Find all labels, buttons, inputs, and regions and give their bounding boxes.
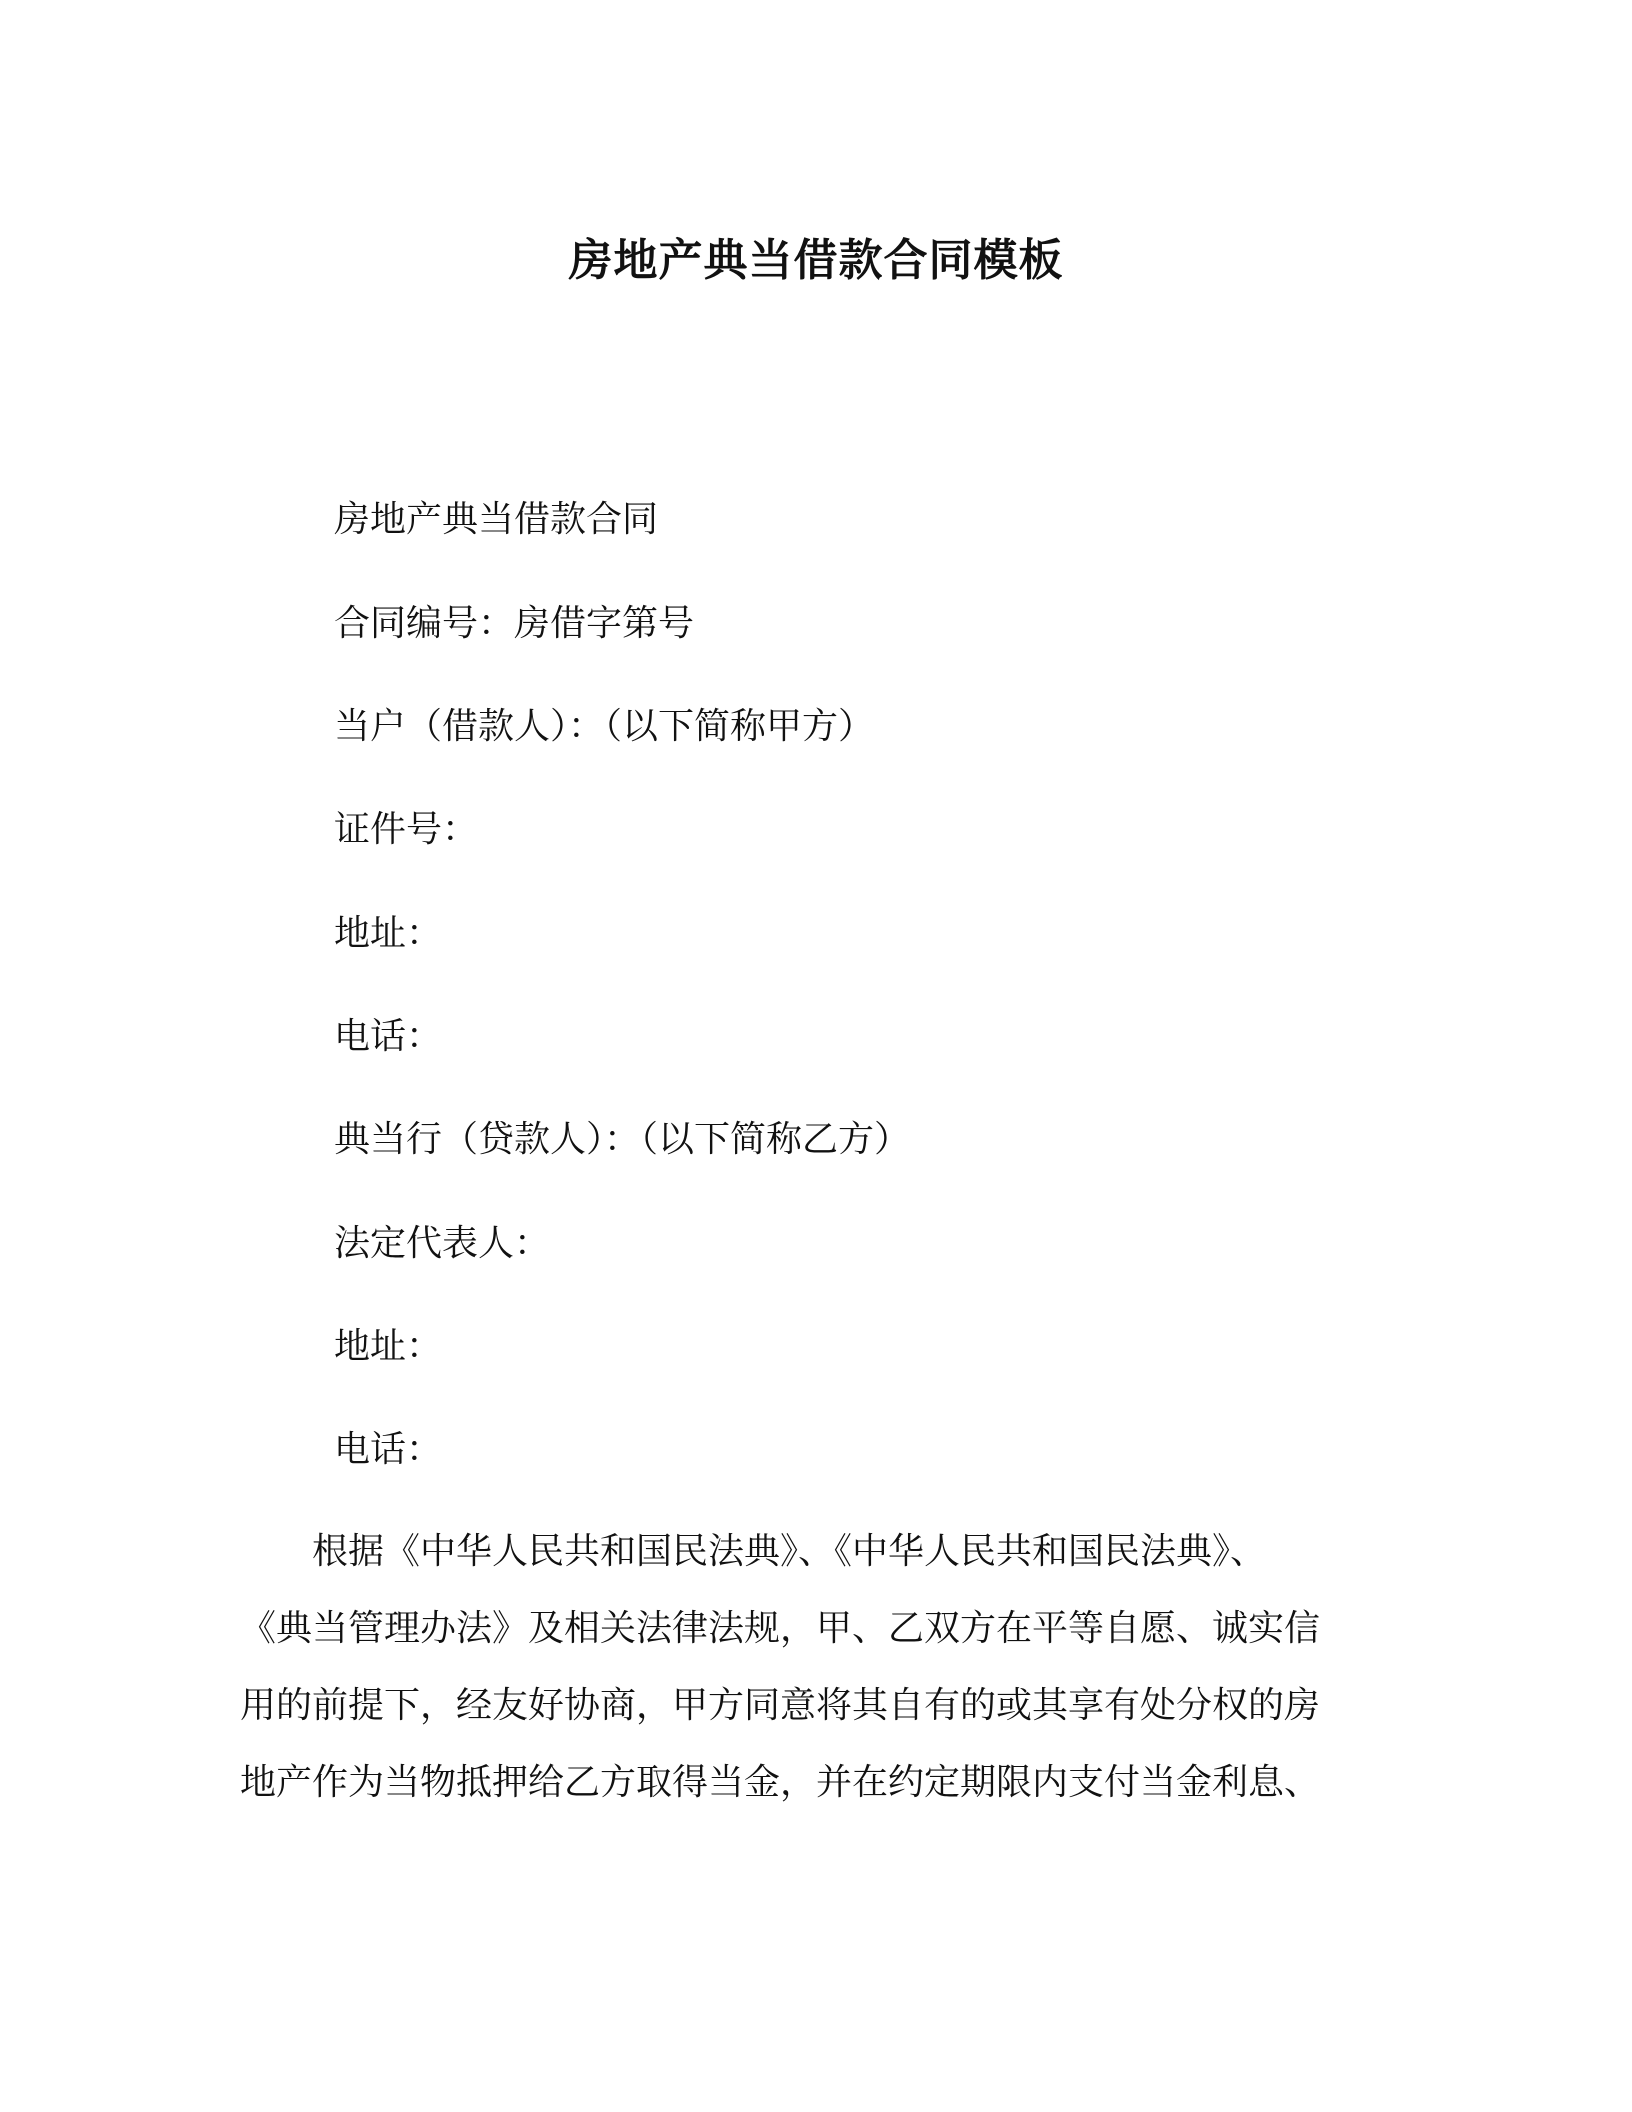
body-paragraph-line-3: 用的前提下，经友好协商，甲方同意将其自有的或其享有处分权的房 <box>240 1685 1321 1726</box>
borrower-line: 当户（借款人）：（以下简称甲方） <box>334 706 875 747</box>
borrower-phone-line: 电话： <box>334 1016 443 1057</box>
lender-phone-line: 电话： <box>334 1429 443 1470</box>
body-paragraph-line-2: 《典当管理办法》及相关法律法规，甲、乙双方在平等自愿、诚实信 <box>240 1608 1321 1649</box>
body-paragraph-line-4: 地产作为当物抵押给乙方取得当金，并在约定期限内支付当金利息、 <box>240 1762 1321 1803</box>
borrower-id-line: 证件号： <box>334 809 479 850</box>
document-title: 房地产典当借款合同模板 <box>568 235 1064 286</box>
lender-line: 典当行（贷款人）：（以下简称乙方） <box>334 1119 911 1160</box>
borrower-address-line: 地址： <box>334 913 443 954</box>
legal-representative-line: 法定代表人： <box>334 1223 551 1264</box>
contract-name-line: 房地产典当借款合同 <box>334 499 659 540</box>
lender-address-line: 地址： <box>334 1326 443 1367</box>
body-paragraph-line-1: 根据《中华人民共和国民法典》、《中华人民共和国民法典》、 <box>240 1531 1267 1572</box>
contract-number-line: 合同编号：房借字第号 <box>334 603 695 644</box>
